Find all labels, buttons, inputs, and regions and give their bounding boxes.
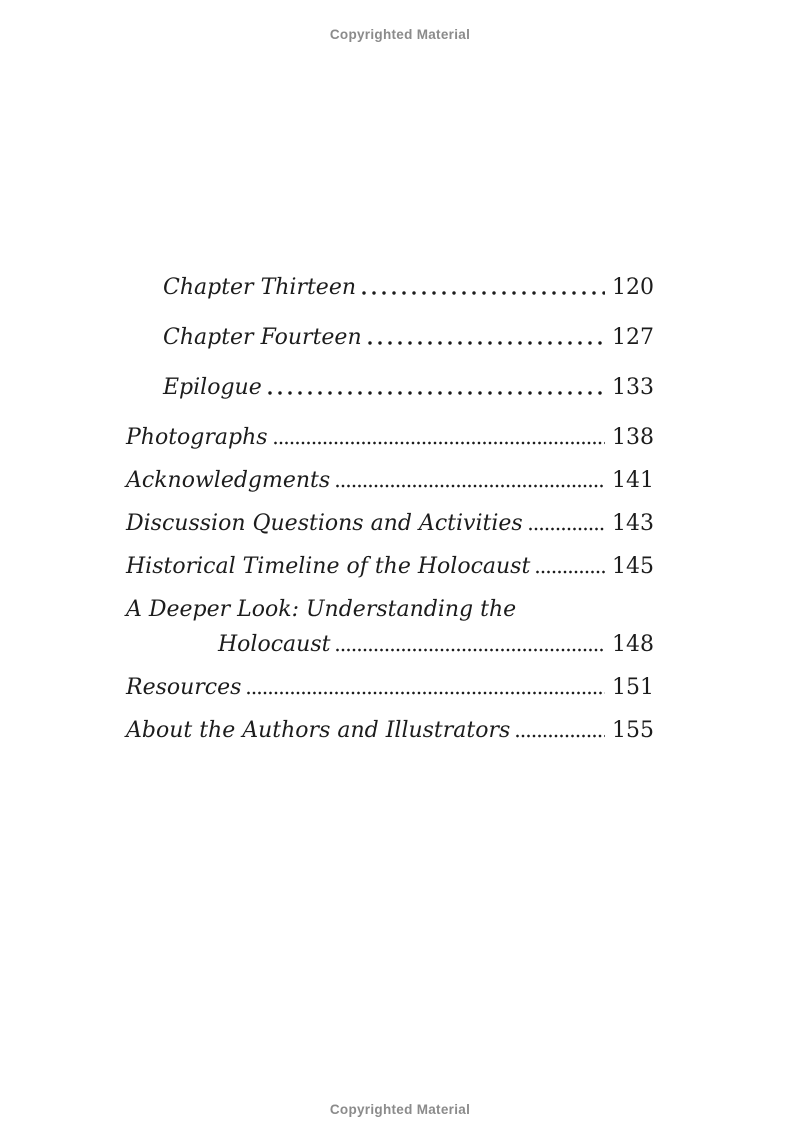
toc-entry xyxy=(126,598,654,621)
toc-entry-label: About the Authors and Illustrators xyxy=(126,718,511,743)
dot-leader xyxy=(247,691,605,695)
dot-leader xyxy=(268,391,605,395)
dot-leader xyxy=(336,484,605,488)
toc-entry-page: 148 xyxy=(612,632,654,657)
toc-entry-page: 155 xyxy=(612,718,654,743)
toc-entry xyxy=(126,676,654,699)
toc-entry-label: Chapter Thirteen xyxy=(163,275,357,300)
toc-entry xyxy=(126,512,654,535)
toc-entry-page: 120 xyxy=(612,275,654,300)
toc-entry xyxy=(126,555,654,578)
toc-entry-label: Holocaust xyxy=(218,632,331,657)
dot-leader xyxy=(536,570,605,574)
toc-entry-page: 133 xyxy=(612,375,654,400)
toc-entry-page: 127 xyxy=(612,325,654,350)
dot-leader xyxy=(529,527,605,531)
toc-entry xyxy=(126,326,654,349)
toc-entry-page: 141 xyxy=(612,468,654,493)
toc-entry-label: Historical Timeline of the Holocaust xyxy=(126,554,531,579)
dot-leader xyxy=(516,734,605,738)
toc-entry-label: Acknowledgments xyxy=(126,468,331,493)
dot-leader xyxy=(368,341,605,345)
toc-entry-label: Epilogue xyxy=(163,375,262,400)
toc-entry-label: Discussion Questions and Activities xyxy=(126,511,523,536)
dot-leader xyxy=(336,648,605,652)
toc-entry xyxy=(126,376,654,399)
toc-entry xyxy=(126,426,654,449)
toc-entry-label: Photographs xyxy=(126,425,268,450)
toc-entry-page: 151 xyxy=(612,675,654,700)
toc-entry xyxy=(126,276,654,299)
toc-entry-page: 145 xyxy=(612,554,654,579)
toc-entry xyxy=(126,469,654,492)
copyright-banner-top: Copyrighted Material xyxy=(329,27,471,42)
dot-leader xyxy=(274,441,605,445)
copyright-banner-bottom: Copyrighted Material xyxy=(329,1102,471,1117)
toc-entry-label: Chapter Fourteen xyxy=(163,325,362,350)
toc xyxy=(126,276,654,762)
toc-entry-label: A Deeper Look: Understanding the xyxy=(126,597,517,622)
toc-entry-continuation xyxy=(126,633,654,656)
toc-entry-label: Resources xyxy=(126,675,242,700)
toc-entry-page: 143 xyxy=(612,511,654,536)
dot-leader xyxy=(362,291,605,295)
toc-entry-page: 138 xyxy=(612,425,654,450)
toc-entry xyxy=(126,719,654,742)
